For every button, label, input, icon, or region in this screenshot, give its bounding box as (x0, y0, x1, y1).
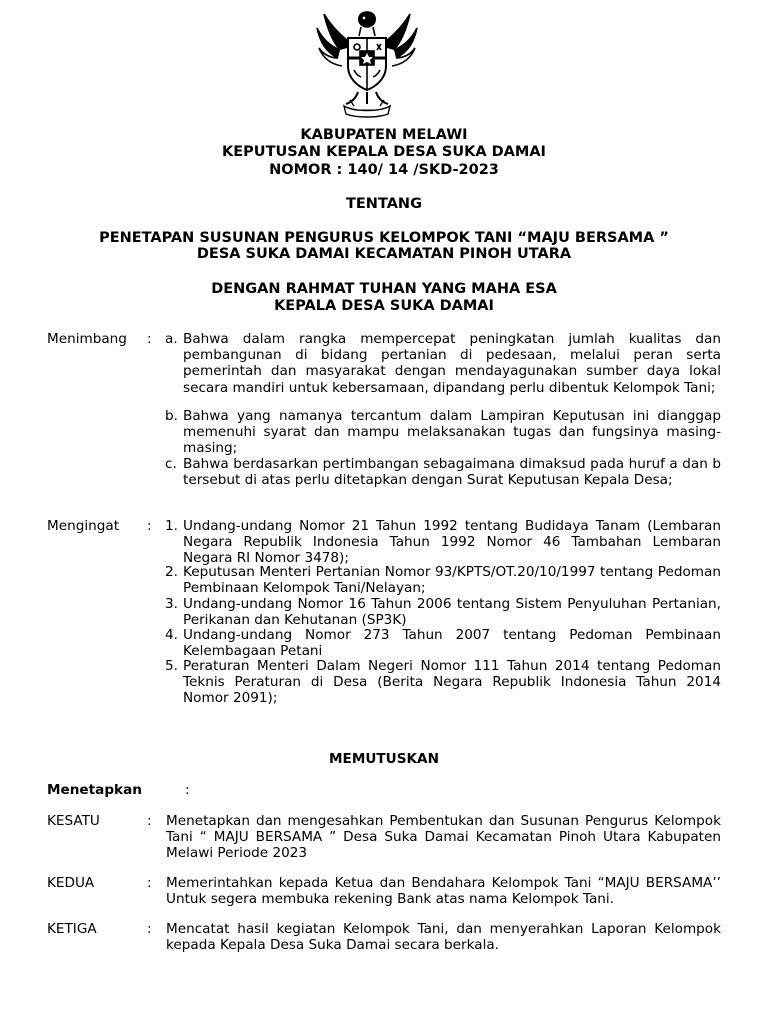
item-marker: 4. (165, 627, 178, 643)
decision-colon: : (147, 921, 152, 937)
decision-text: Mencatat hasil kegiatan Kelompok Tani, dan menyerahkan Laporan Kelompok kepada Kepala Desa Suka Damai secara berkala. (166, 921, 721, 954)
decision-text: Memerintahkan kepada Ketua dan Bendahara Kelompok Tani “MAJU BERSAMA’’ Untuk segera membuka rekening Bank atas nama Kelompok Tani. (166, 875, 721, 908)
memutuskan-heading: MEMUTUSKAN (329, 751, 439, 767)
menetapkan-label: Menetapkan (47, 782, 142, 798)
menetapkan-colon: : (185, 782, 190, 798)
item-marker: b. (165, 408, 178, 424)
decision-text: Menetapkan dan mengesahkan Pembentukan dan Susunan Pengurus Kelompok Tani “ MAJU BERSAMA ” Desa Suka Damai Kecamatan Pinoh Utara Kabupaten Melawi Periode 2023 (166, 813, 721, 862)
item-marker: 5. (165, 658, 178, 674)
menimbang-colon: : (147, 331, 152, 347)
item-text: Keputusan Menteri Pertanian Nomor 93/KPTS/OT.20/10/1997 tentang Pedoman Pembinaan Kelompok Tani/Nelayan; (183, 564, 721, 597)
garuda-emblem-icon (314, 6, 420, 122)
subject-line-2: DESA SUKA DAMAI KECAMATAN PINOH UTARA (196, 246, 572, 262)
rahmat-line-1: DENGAN RAHMAT TUHAN YANG MAHA ESA (211, 281, 557, 297)
mengingat-label: Mengingat (47, 518, 120, 534)
decision-colon: : (147, 875, 152, 891)
item-text: Undang-undang Nomor 16 Tahun 2006 tentang Sistem Penyuluhan Pertanian, Perikanan dan Kehutanan (SP3K) (183, 596, 721, 629)
item-marker: 3. (165, 596, 178, 612)
item-text: Undang-undang Nomor 273 Tahun 2007 tentang Pedoman Pembinaan Kelembagaan Petani (183, 627, 721, 660)
menimbang-label: Menimbang (47, 331, 127, 347)
decision-label: KESATU (47, 813, 100, 829)
decision-colon: : (147, 813, 152, 829)
item-marker: 2. (165, 564, 178, 580)
decision-label: KETIGA (47, 921, 97, 937)
item-marker: 1. (165, 518, 178, 534)
item-text: Bahwa dalam rangka mempercepat peningkatan jumlah kualitas dan pembangunan di bidang pertanian di pedesaan, melalui peran serta pemerintah dan masyarakat dengan mendayagunakan sumber daya lokal secara mandiri untuk kebersamaan, dipandang perlu dibentuk Kelompok Tani; (183, 331, 721, 396)
decree-number: NOMOR : 140/ 14 /SKD-2023 (269, 162, 499, 178)
decision-label: KEDUA (47, 875, 95, 891)
regency-name: KABUPATEN MELAWI (300, 127, 468, 143)
item-marker: c. (165, 456, 177, 472)
item-text: Bahwa yang namanya tercantum dalam Lampiran Keputusan ini dianggap memenuhi syarat dan mampu melaksanakan tugas dan fungsinya masing-masing; (183, 408, 721, 457)
mengingat-colon: : (147, 518, 152, 534)
subject-line-1: PENETAPAN SUSUNAN PENGURUS KELOMPOK TANI “MAJU BERSAMA ” (99, 230, 669, 246)
decree-title: KEPUTUSAN KEPALA DESA SUKA DAMAI (222, 144, 546, 160)
item-text: Undang-undang Nomor 21 Tahun 1992 tentang Budidaya Tanam (Lembaran Negara Republik Indonesia Tahun 1992 Nomor 46 Tambahan Lembaran Negara RI Nomor 3478); (183, 518, 721, 567)
item-text: Bahwa berdasarkan pertimbangan sebagaimana dimaksud pada huruf a dan b tersebut di atas perlu ditetapkan dengan Surat Keputusan Kepala Desa; (183, 456, 721, 489)
tentang-heading: TENTANG (346, 196, 422, 212)
item-marker: a. (165, 331, 178, 347)
item-text: Peraturan Menteri Dalam Negeri Nomor 111 Tahun 2014 tentang Pedoman Teknis Peraturan di Desa (Berita Negara Republik Indonesia Tahun 2014 Nomor 2091); (183, 658, 721, 707)
rahmat-line-2: KEPALA DESA SUKA DAMAI (274, 298, 494, 314)
